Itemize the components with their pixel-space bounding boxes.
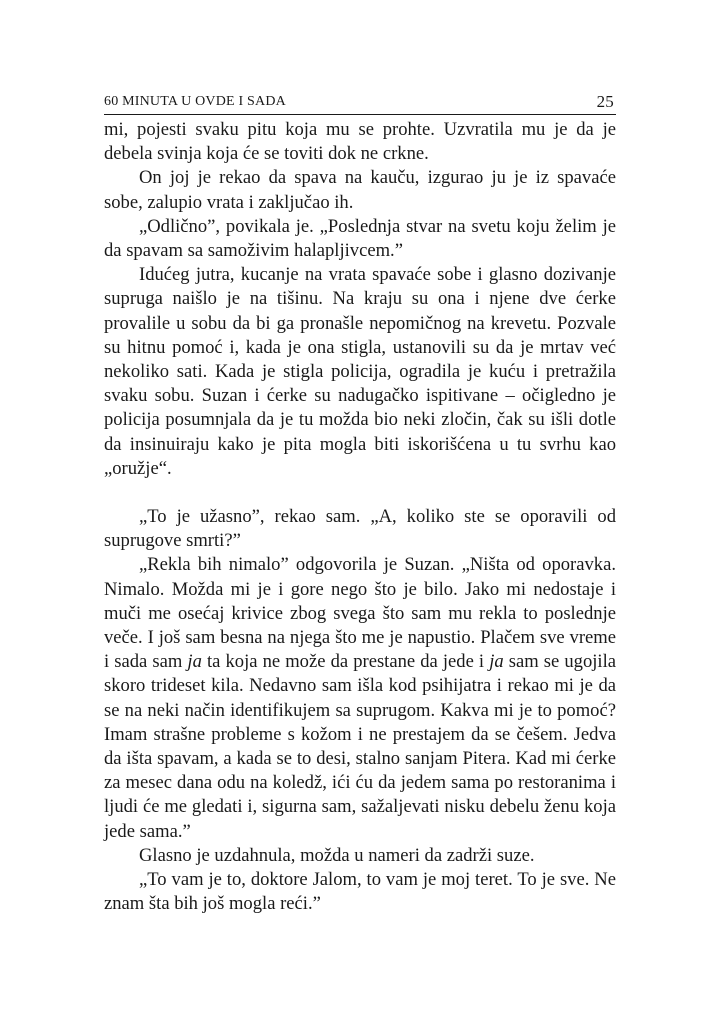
emphasized-text: ja <box>187 651 202 673</box>
book-page <box>104 92 616 917</box>
paragraph <box>104 263 616 481</box>
paragraph <box>104 868 616 916</box>
paragraph-text: mi, pojesti svaku pitu koja mu se prohte. Uzvratila mu je da je debela svinja koja će se toviti dok ne crkne. <box>104 119 616 165</box>
paragraph-text: ta koja ne može da prestane da jede i <box>201 651 490 673</box>
paragraph-text: On joj je rekao da spava na kauču, izgurao ju je iz spavaće sobe, zalupio vrata i zaključao ih. <box>104 167 616 213</box>
paragraph <box>104 505 616 553</box>
paragraph <box>104 844 616 868</box>
running-header <box>104 92 616 115</box>
page-number: 25 <box>596 92 614 111</box>
paragraph-text: Glasno je uzdahnula, možda u nameri da zadrži suze. <box>139 844 535 866</box>
paragraph <box>104 118 616 166</box>
paragraph-text: „To je užasno”, rekao sam. „A, koliko ste se oporavili od suprugove smrti?” <box>104 506 616 552</box>
emphasized-text: ja <box>489 651 504 673</box>
paragraph <box>104 166 616 214</box>
paragraph-text: „Rekla bih nimalo” odgovorila je Suzan. „Ništa od oporavka. Nimalo. Možda mi je i gore nego što je bilo. Jako mi nedostaje i muči me osećaj krivice zbog svega što sam mu rekla to poslednje veče. I još sam besna na njega što me je napustio. Plačem sve vreme i sada sam <box>104 554 616 673</box>
paragraph-text: Idućeg jutra, kucanje na vrata spavaće sobe i glasno dozivanje supruga naišlo je na tišinu. Na kraju su ona i njene dve ćerke provalile u sobu da bi ga pronašle nepomičnog na krevetu. Pozvale su hitnu pomoć i, kada je ona stigla, ustanovili su da je mrtav već nekoliko sati. Kada je stigla policija, ogradila je kuću i pretražila svaku sobu. Suzan i ćerke su nadugačko ispitivane – očigledno je policija posumnjala da je tu možda bio neki zločin, čak su išli dotle da insinuiraju kako je pita mogla biti iskorišćena u tu svrhu kao „oružje“. <box>104 264 616 479</box>
running-header-title: 60 MINUTA U OVDE I SADA <box>104 94 286 109</box>
paragraph <box>104 553 616 843</box>
paragraph-text: „To vam je to, doktore Jalom, to vam je moj teret. To je sve. Ne znam šta bih još mogla reći.” <box>104 869 616 915</box>
paragraph <box>104 215 616 263</box>
paragraph-text: „Odlično”, povikala je. „Poslednja stvar na svetu koju želim je da spavam sa samoživim halapljivcem.” <box>104 215 616 262</box>
paragraph-text: sam se ugojila skoro trideset kila. Nedavno sam išla kod psihijatra i rekao mi je da se na neki način identifikujem sa suprugom. Kakva mi je to pomoć? Imam strašne probleme s kožom i ne prestajem da se češem. Jedva da išta spavam, a kada se to desi, stalno sanjam Pitera. Kad mi ćerke za mesec dana odu na koledž, ići ću da jedem sama po restoranima i ljudi će me gledati i, sigurna sam, sažaljevati nisku debelu ženu koja jede sama.” <box>104 651 616 842</box>
body-text <box>104 118 616 917</box>
